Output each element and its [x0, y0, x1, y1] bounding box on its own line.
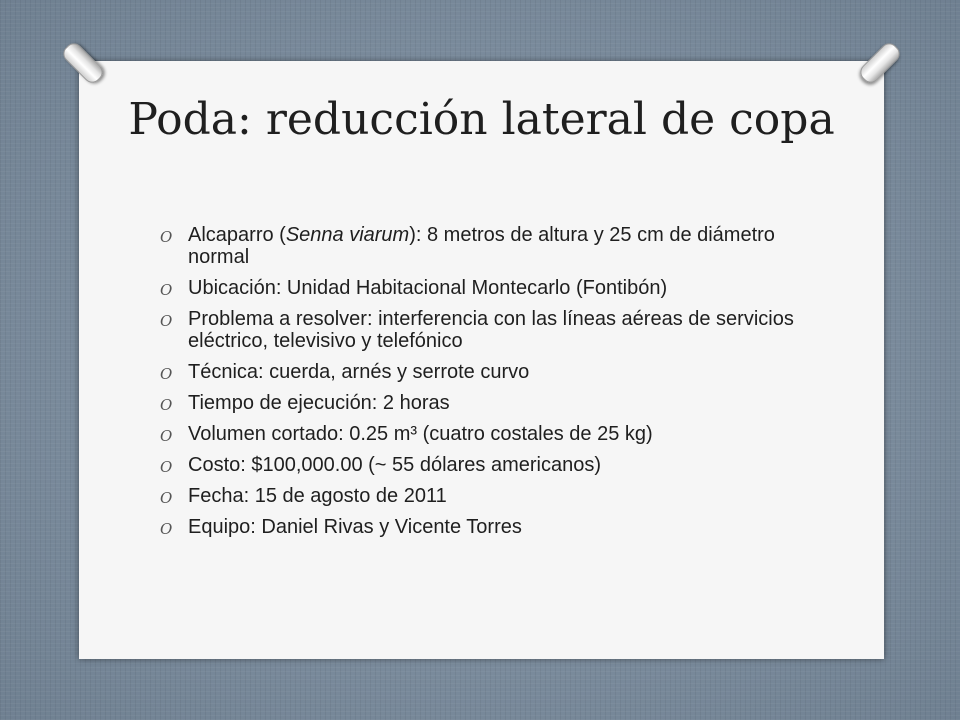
bullet-marker-icon: O	[160, 520, 173, 538]
bullet-text: Volumen cortado: 0.25 m³ (cuatro costales de 25 kg)	[188, 423, 653, 445]
bullet-text: Problema a resolver: interferencia con las líneas aéreas de servicios eléctrico, televisivo y telefónico	[188, 308, 794, 352]
bullet-text: Costo: $100,000.00 (~ 55 dólares americanos)	[188, 454, 602, 476]
bullet-marker-icon: O	[160, 396, 173, 414]
bullet-item-duration	[160, 392, 840, 414]
bullet-item-technique	[160, 361, 840, 383]
bullet-text: Técnica: cuerda, arnés y serrote curvo	[188, 361, 530, 383]
bullet-list	[160, 224, 840, 547]
bullet-item-location	[160, 277, 840, 299]
bullet-marker-icon: O	[160, 458, 173, 476]
bullet-text: Alcaparro (Senna viarum): 8 metros de altura y 25 cm de diámetro normal	[188, 224, 775, 268]
bullet-marker-icon: O	[160, 281, 173, 299]
slide-title: Poda: reducción lateral de copa	[128, 94, 835, 145]
bullet-item-team	[160, 516, 840, 538]
bullet-item-cost	[160, 454, 840, 476]
bullet-text: Fecha: 15 de agosto de 2011	[188, 485, 447, 507]
bullet-marker-icon: O	[160, 489, 173, 507]
bullet-marker-icon: O	[160, 312, 173, 330]
species-name: Senna viarum	[285, 224, 410, 246]
bullet-text: Tiempo de ejecución: 2 horas	[188, 392, 450, 414]
bullet-text: Equipo: Daniel Rivas y Vicente Torres	[188, 516, 522, 538]
bullet-marker-icon: O	[160, 365, 173, 383]
bullet-text: Ubicación: Unidad Habitacional Montecarlo (Fontibón)	[188, 277, 668, 299]
bullet-item-problem	[160, 308, 840, 352]
bullet-item-species	[160, 224, 840, 268]
bullet-item-volume	[160, 423, 840, 445]
bullet-marker-icon: O	[160, 228, 173, 246]
bullet-item-date	[160, 485, 840, 507]
bullet-marker-icon: O	[160, 427, 173, 445]
